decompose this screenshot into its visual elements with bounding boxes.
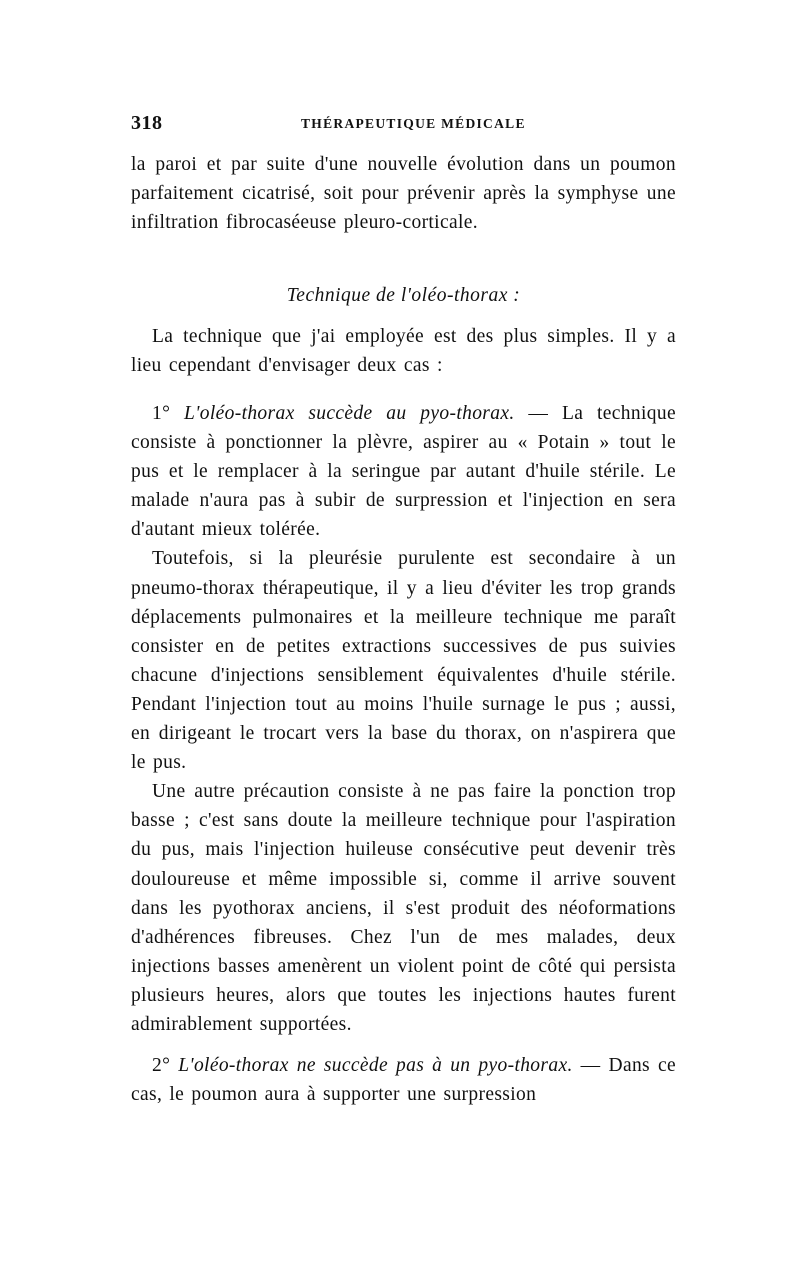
paragraph-5: Une autre précaution consiste à ne pas faire la ponction trop basse ; c'est sans doute la meilleure technique pour l'aspiration du pus, mais l'injection huileuse consécutive peut devenir très douloureuse et même impossible si, comme il arrive souvent dans les pyothorax anciens, il s'est produit des néoformations d'adhérences fibreuses. Chez l'un de mes malades, deux injections basses amenèrent un violent point de côté qui persista plusieurs heures, alors que toutes les injections hautes furent admirablement supportées. <box>131 781 676 1035</box>
section-heading: Technique de l'oléo-thorax : <box>286 285 521 306</box>
page-number: 318 <box>131 112 163 134</box>
paragraph-2: La technique que j'ai employée est des plus simples. Il y a lieu cependant d'envisager deux cas : <box>131 326 676 377</box>
paragraph-continuation <box>131 150 676 237</box>
case-one-text: — La technique consiste à ponctionner la plèvre, aspirer au « Potain » tout le pus et le remplacer à la seringue par autant d'huile stérile. Le malade n'aura pas à subir de surpression et l'injection en sera d'autant mieux tolérée. <box>131 403 676 541</box>
case-one-title: L'oléo-thorax succède au pyo-thorax. <box>184 403 515 424</box>
case-two-text: — Dans ce cas, le poumon aura à supporter une surpression <box>131 1055 676 1106</box>
paragraph-3 <box>131 399 676 544</box>
case-two-number: 2° <box>152 1055 179 1076</box>
paragraph-6 <box>131 1051 676 1109</box>
running-title: THÉRAPEUTIQUE MÉDICALE <box>301 116 526 131</box>
paragraph-4: Toutefois, si la pleurésie purulente est secondaire à un pneumo-thorax thérapeutique, il y a lieu d'éviter les trop grands déplacements pulmonaires et la meilleure technique me paraît consister en de petites extractions successives de pus suivies chacune d'injections sensiblement équivalentes d'huile stérile. Pendant l'injection tout au moins l'huile surnage le pus ; aussi, en dirigeant le trocart vers la base du thorax, on n'aspirera que le pus. <box>131 548 676 774</box>
paragraph-1: la paroi et par suite d'une nouvelle évolution dans un poumon parfaitement cicatrisé, soit pour prévenir après la symphyse une infiltration fibrocaséeuse pleuro-corticale. <box>131 154 676 234</box>
page-header <box>131 112 676 142</box>
case-one-block <box>131 399 676 1039</box>
case-one-number: 1° <box>152 403 185 424</box>
case-two-block <box>131 1051 676 1109</box>
intro-paragraph-block <box>131 322 676 380</box>
case-two-title: L'oléo-thorax ne succède pas à un pyo-thorax. <box>178 1055 573 1076</box>
